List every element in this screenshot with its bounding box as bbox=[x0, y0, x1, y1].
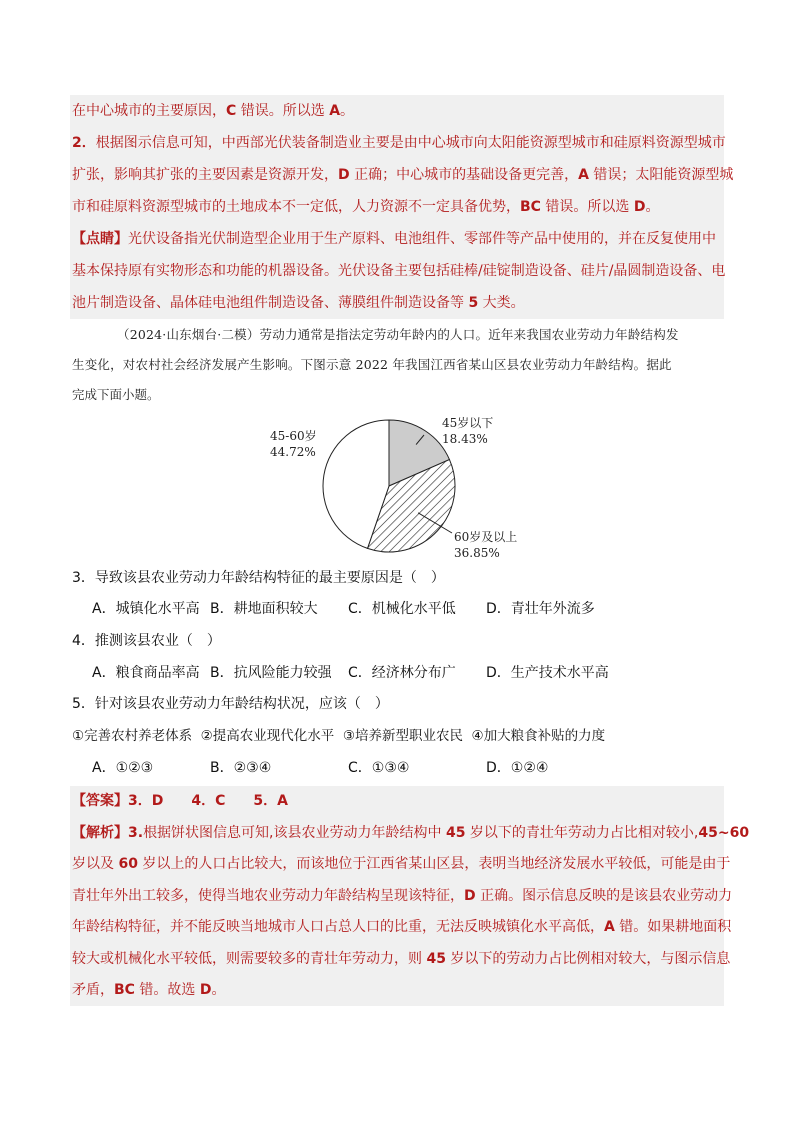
block2-line-text: 60 bbox=[118, 856, 138, 872]
q4-option-d: D．生产技术水平高 bbox=[486, 665, 609, 681]
q3-option-a: A．城镇化水平高 bbox=[92, 601, 200, 617]
block2-line-text: D bbox=[199, 982, 212, 998]
block1-line-text: 根据图示信息可知，中西部光伏装备制造业主要是由中心城市向太阳能资源型城市和硅原料资源型城市 bbox=[95, 135, 726, 151]
block1-line-text: 错误。所以选 bbox=[236, 103, 330, 119]
question-4-stem: 4．推测该县农业（ ） bbox=[72, 633, 221, 649]
q5-option-d: D．①②④ bbox=[486, 760, 549, 776]
age-structure-pie-chart bbox=[230, 405, 560, 565]
block2-line-text: BC bbox=[114, 982, 135, 998]
question-5-stem: 5．针对该县农业劳动力年龄结构状况，应该（ ） bbox=[72, 696, 389, 712]
block1-line-text: 大类。 bbox=[478, 295, 525, 311]
block1-line-text: 【点睛】 bbox=[72, 231, 128, 247]
block2-line-text: 错。故选 bbox=[134, 982, 200, 998]
block1-line-text: 市和硅原料资源型城市的土地成本不一定低，人力资源不一定具备优势， bbox=[72, 199, 520, 215]
block2-line-text: 青壮年外出工较多，使得当地农业劳动力年龄结构呈现该特征， bbox=[72, 887, 464, 904]
block2-line bbox=[72, 949, 730, 969]
block1-line-text: 错误；太阳能资源型城 bbox=[588, 167, 734, 183]
block2-line-text: 矛盾， bbox=[72, 982, 114, 998]
block1-line bbox=[72, 197, 659, 217]
q4-option-b: B．抗风险能力较强 bbox=[210, 665, 332, 681]
block1-line-text: 在中心城市的主要原因， bbox=[72, 103, 226, 119]
q5-option-b: B．②③④ bbox=[210, 760, 272, 776]
block2-line-text: 【解析】 bbox=[72, 824, 128, 841]
block2-line bbox=[72, 886, 732, 906]
block2-line-text: A bbox=[604, 919, 615, 935]
block1-line-text: BC bbox=[520, 199, 541, 215]
pie-slice-label: 45-60岁 bbox=[270, 429, 317, 443]
block1-line-text: 。 bbox=[340, 103, 355, 119]
block1-line bbox=[72, 165, 733, 185]
block1-line bbox=[72, 101, 354, 121]
pie-slice-value-label: 18.43% bbox=[442, 432, 488, 446]
pie-slice-label: 45岁以下 bbox=[442, 416, 494, 430]
block2-line-text: 岁以及 bbox=[72, 856, 119, 872]
block1-line-text: 光伏设备指光伏制造型企业用于生产原料、电池组件、零部件等产品中使用的，并在反复使用中 bbox=[128, 231, 716, 247]
block1-line-text: C bbox=[226, 103, 237, 119]
q4-option-a: A．粮食商品率高 bbox=[92, 665, 200, 681]
block2-line bbox=[72, 823, 749, 843]
block1-line bbox=[72, 293, 525, 313]
block1-line-text: 。 bbox=[645, 199, 660, 215]
block1-line bbox=[72, 229, 716, 249]
block1-line-text: 正确；中心城市的基础设备更完善， bbox=[349, 167, 579, 183]
block2-line bbox=[72, 917, 731, 937]
block2-line bbox=[72, 791, 288, 811]
block2-line bbox=[72, 980, 225, 1000]
question-3-stem: 3．导致该县农业劳动力年龄结构特征的最主要原因是（ ） bbox=[72, 570, 445, 586]
q5-option-a: A．①②③ bbox=[92, 760, 154, 776]
q4-option-c: C．经济林分布广 bbox=[348, 665, 456, 681]
block2-line-text: 岁以下的青壮年劳动力占比相对较小, bbox=[465, 824, 699, 841]
block2-line-text: 。 bbox=[211, 982, 226, 998]
block1-line-text: 2． bbox=[72, 135, 96, 151]
q3-option-c: C．机械化水平低 bbox=[348, 601, 456, 617]
block2-line-text: 年龄结构特征，并不能反映当地城市人口占总人口的比重，无法反映城镇化水平高低， bbox=[72, 919, 604, 935]
block1-line-text: A bbox=[578, 167, 589, 183]
question-intro-line-3: 完成下面小题。 bbox=[72, 387, 160, 402]
block2-line-text: 正确。图示信息反映的是该县农业劳动力 bbox=[475, 887, 733, 904]
block2-line-text: 岁以下的劳动力占比例相对较大，与图示信息 bbox=[445, 950, 731, 967]
pie-slice-value-label: 36.85% bbox=[454, 546, 500, 560]
pie-slice-value-label: 44.72% bbox=[270, 445, 316, 459]
block1-line-text: 5 bbox=[468, 295, 479, 311]
block1-line bbox=[72, 261, 725, 281]
block2-line-text: 错。如果耕地面积 bbox=[614, 919, 732, 935]
question-intro-line-1: （2024·山东烟台·二模）劳动力通常是指法定劳动年龄内的人口。近年来我国农业劳动力年龄结构发 bbox=[117, 327, 679, 342]
block2-line-text: 根据饼状图信息可知,该县农业劳动力年龄结构中 bbox=[143, 824, 446, 841]
block2-line-text: D bbox=[464, 887, 476, 904]
block2-line-text: 45 bbox=[426, 950, 446, 967]
block2-line-text: 45~60 bbox=[698, 824, 750, 841]
question-intro-line-2: 生变化，对农村社会经济发展产生影响。下图示意 2022 年我国江西省某山区县农业劳动力年龄结构。据此 bbox=[72, 357, 672, 372]
block1-line-text: D bbox=[633, 199, 646, 215]
block1-line-text: D bbox=[338, 167, 350, 183]
pie-slice-label: 60岁及以上 bbox=[454, 530, 518, 544]
block1-line-text: 扩张，影响其扩张的主要因素是资源开发， bbox=[72, 167, 338, 183]
q3-option-b: B．耕地面积较大 bbox=[210, 601, 318, 617]
q3-option-d: D．青壮年外流多 bbox=[486, 601, 595, 617]
block2-line bbox=[72, 854, 730, 874]
block2-line-text: 45 bbox=[445, 824, 466, 841]
block2-line-text: 岁以上的人口占比较大，而该地位于江西省某山区县，表明当地经济发展水平较低，可能是由于 bbox=[137, 856, 731, 872]
q5-items: ①完善农村养老体系 ②提高农业现代化水平 ③培养新型职业农民 ④加大粮食补贴的力度 bbox=[72, 728, 606, 744]
block1-line-text: 池片制造设备、晶体硅电池组件制造设备、薄膜组件制造设备等 bbox=[72, 295, 469, 311]
block1-line-text: 错误。所以选 bbox=[540, 199, 634, 215]
block1-line-text: 基本保持原有实物形态和功能的机器设备。光伏设备主要包括硅棒/硅锭制造设备、硅片/晶圆制造设备、电 bbox=[72, 263, 726, 279]
block2-line-text: 3. bbox=[128, 824, 144, 841]
q5-option-c: C．①③④ bbox=[348, 760, 410, 776]
block2-line-text: 较大或机械化水平较低，则需要较多的青壮年劳动力，则 bbox=[72, 950, 427, 967]
block2-line-text: 【答案】 bbox=[72, 793, 128, 809]
block1-line-text: A bbox=[329, 103, 341, 119]
block1-line bbox=[72, 133, 726, 153]
block2-line-text: 3．D 4．C 5．A bbox=[128, 793, 288, 809]
